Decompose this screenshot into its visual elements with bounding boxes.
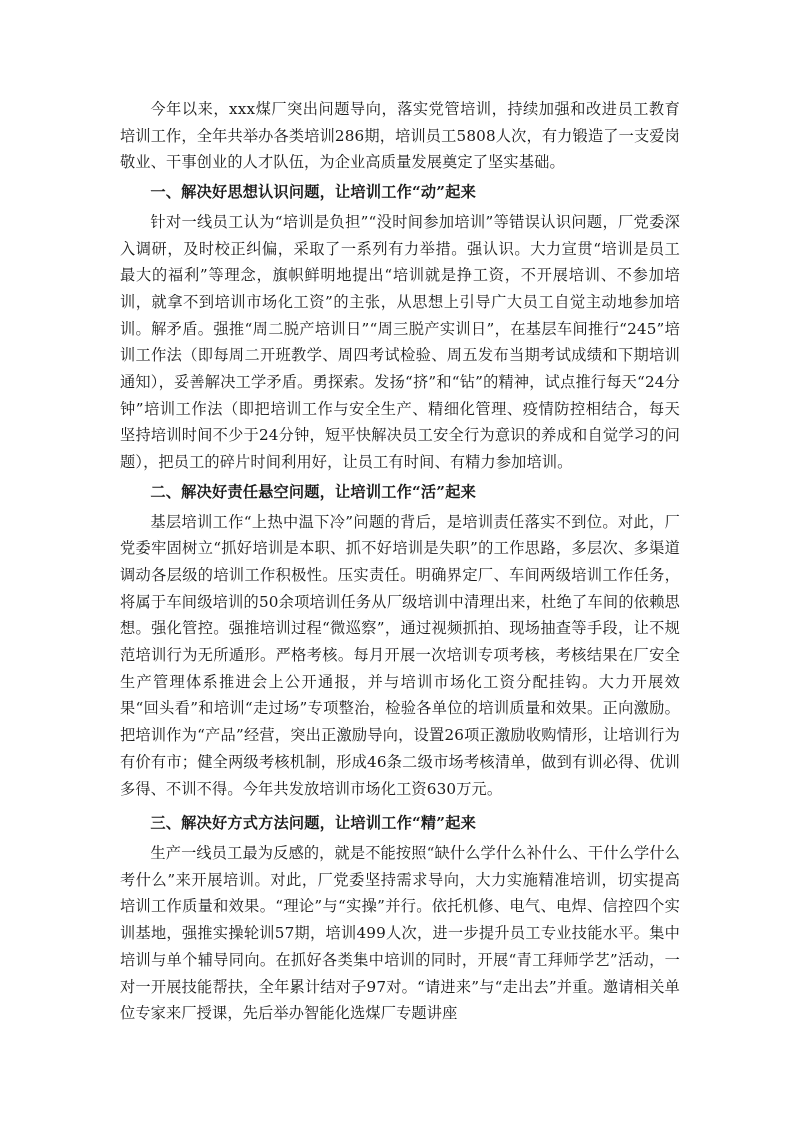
document-page xyxy=(120,96,680,1027)
section-3-heading: 三、解决好方式方法问题，让培训工作“精”起来 xyxy=(150,814,477,833)
intro-paragraph: 今年以来，xxx煤厂突出问题导向，落实党管培训，持续加强和改进员工教育培训工作，全年共举办各类培训286期，培训员工5808人次，有力锻造了一支爱岗敬业、干事创业的人才队伍，为企业高质量发展奠定了坚实基础。 xyxy=(120,100,680,172)
section-1-heading: 一、解决好思想认识问题，让培训工作“动”起来 xyxy=(150,183,477,202)
section-2-body: 基层培训工作“上热中温下冷”问题的背后，是培训责任落实不到位。对此，厂党委牢固树立“抓好培训是本职、抓不好培训是失职”的工作思路，多层次、多渠道调动各层级的培训工作积极性。压实责任。明确界定厂、车间两级培训工作任务，将属于车间级培训的50余项培训任务从厂级培训中清理出来，杜绝了车间的依赖思想。强化管控。强推培训过程“微巡察”，通过视频抓拍、现场抽查等手段，让不规范培训行为无所遁形。严格考核。每月开展一次培训专项考核，考核结果在厂安全生产管理体系推进会上公开通报，并与培训市场化工资分配挂钩。大力开展效果“回头看”和培训“走过场”专项整治，检验各单位的培训质量和效果。正向激励。把培训作为“产品”经营，突出正激励导向，设置26项正激励收购情形，让培训行为有价有市；健全两级考核机制，形成46条二级市场考核清单，做到有训必得、优训多得、不训不得。今年共发放培训市场化工资630万元。 xyxy=(120,512,680,798)
section-1-body: 针对一线员工认为“培训是负担”“没时间参加培训”等错误认识问题，厂党委深入调研，及时校正纠偏，采取了一系列有力举措。强认识。大力宣贯“培训是员工最大的福利”等理念，旗帜鲜明地提出“培训就是挣工资，不开展培训、不参加培训，就拿不到培训市场化工资”的主张，从思想上引导广大员工自觉主动地参加培训。解矛盾。强推“周二脱产培训日”“周三脱产实训日”，在基层车间推行“245”培训工作法（即每周二开班教学、周四考试检验、周五发布当期考试成绩和下期培训通知），妥善解决工学矛盾。勇探索。发扬“挤”和“钻”的精神，试点推行每天“24分钟”培训工作法（即把培训工作与安全生产、精细化管理、疫情防控相结合，每天坚持培训时间不少于24分钟，短平快解决员工安全行为意识的养成和自觉学习的问题），把员工的碎片时间利用好，让员工有时间、有精力参加培训。 xyxy=(120,212,680,472)
section-2-heading: 二、解决好责任悬空问题，让培训工作“活”起来 xyxy=(150,482,477,501)
section-3-body: 生产一线员工最为反感的，就是不能按照“缺什么学什么补什么、干什么学什么考什么”来开展培训。对此，厂党委坚持需求导向，大力实施精准培训，切实提高培训工作质量和效果。“理论”与“实操”并行。依托机修、电气、电焊、信控四个实训基地，强推实操轮训57期，培训499人次，进一步提升员工专业技能水平。集中培训与单个辅导同向。在抓好各类集中培训的同时，开展“青工拜师学艺”活动，一对一开展技能帮扶，全年累计结对子97对。“请进来”与“走出去”并重。邀请相关单位专家来厂授课，先后举办智能化选煤厂专题讲座 xyxy=(120,843,680,1023)
